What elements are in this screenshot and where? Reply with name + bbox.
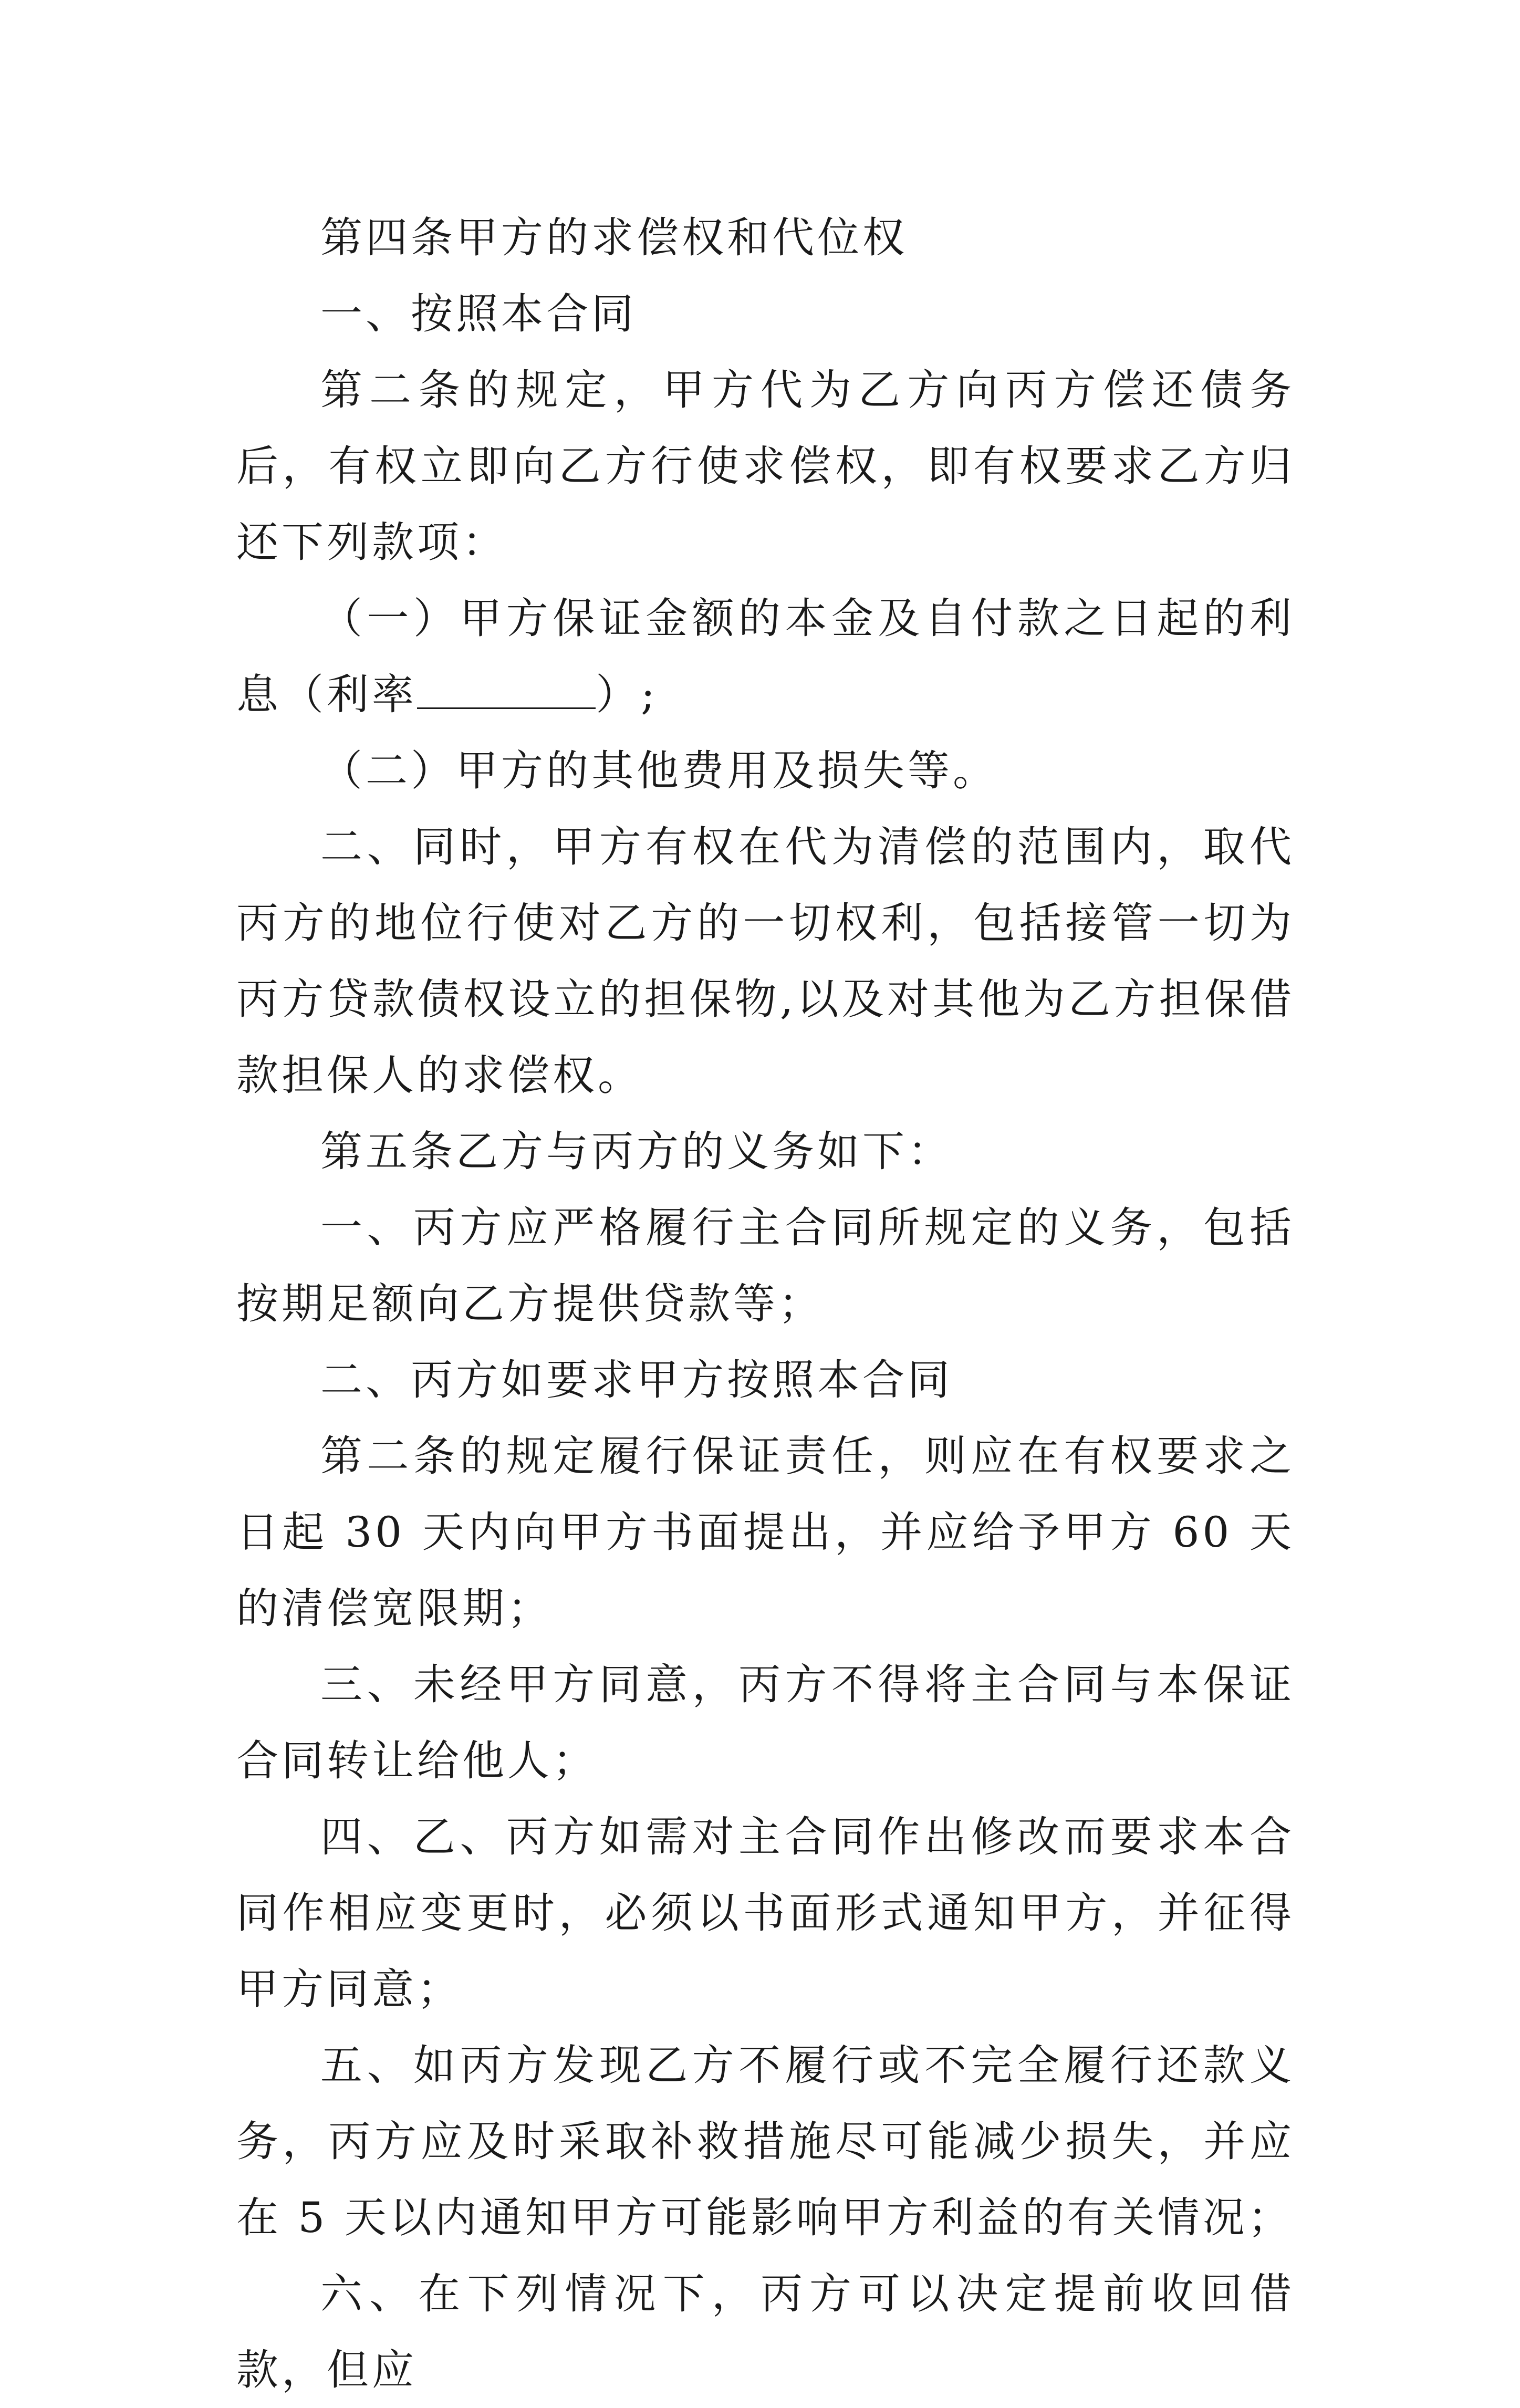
paragraph-text: 三、未经甲方同意，丙方不得将主合同与本保证合同转让给他人； <box>236 1660 1295 1785</box>
interest-clause <box>236 580 1295 733</box>
interest-clause-suffix: ）; <box>596 670 658 719</box>
paragraph-text: 第二条的规定，甲方代为乙方向丙方偿还债务后，有权立即向乙方行使求偿权，即有权要求乙方归还下列款项： <box>236 366 1295 567</box>
paragraph-text: 二、同时，甲方有权在代为清偿的范围内，取代丙方的地位行使对乙方的一切权利，包括接管一切为丙方贷款债权设立的担保物,以及对其他为乙方担保借款担保人的求偿权。 <box>236 822 1295 1100</box>
paragraph-text: （二）甲方的其他费用及损失等。 <box>320 746 998 795</box>
interest-rate-blank <box>417 671 596 709</box>
paragraph-text: 五、如丙方发现乙方不履行或不完全履行还款义务，丙方应及时采取补救措施尽可能减少损失，并应在 5 天以内通知甲方可能影响甲方利益的有关情况； <box>236 2041 1295 2242</box>
paragraph-text: 一、按照本合同 <box>320 289 637 338</box>
article-4-heading: 第四条甲方的求偿权和代位权 <box>320 213 908 262</box>
document-body <box>236 200 1295 2408</box>
interest-clause-text: （一）甲方保证金额的本金及自付款之日起的利息（利率 <box>236 594 1295 719</box>
article-5-heading: 第五条乙方与丙方的义务如下： <box>320 1127 953 1176</box>
paragraph-text: 第二条的规定履行保证责任，则应在有权要求之日起 30 天内向甲方书面提出，并应给予甲方 60 天的清偿宽限期； <box>236 1432 1295 1633</box>
paragraph-text: 一、丙方应严格履行主合同所规定的义务，包括按期足额向乙方提供贷款等； <box>236 1203 1295 1328</box>
paragraph-text: 二、丙方如要求甲方按照本合同 <box>320 1356 953 1404</box>
paragraph-text: 六、在下列情况下，丙方可以决定提前收回借款，但应 <box>236 2269 1295 2394</box>
paragraph-text: 四、乙、丙方如需对主合同作出修改而要求本合同作相应变更时，必须以书面形式通知甲方，并征得甲方同意； <box>236 1812 1295 2014</box>
